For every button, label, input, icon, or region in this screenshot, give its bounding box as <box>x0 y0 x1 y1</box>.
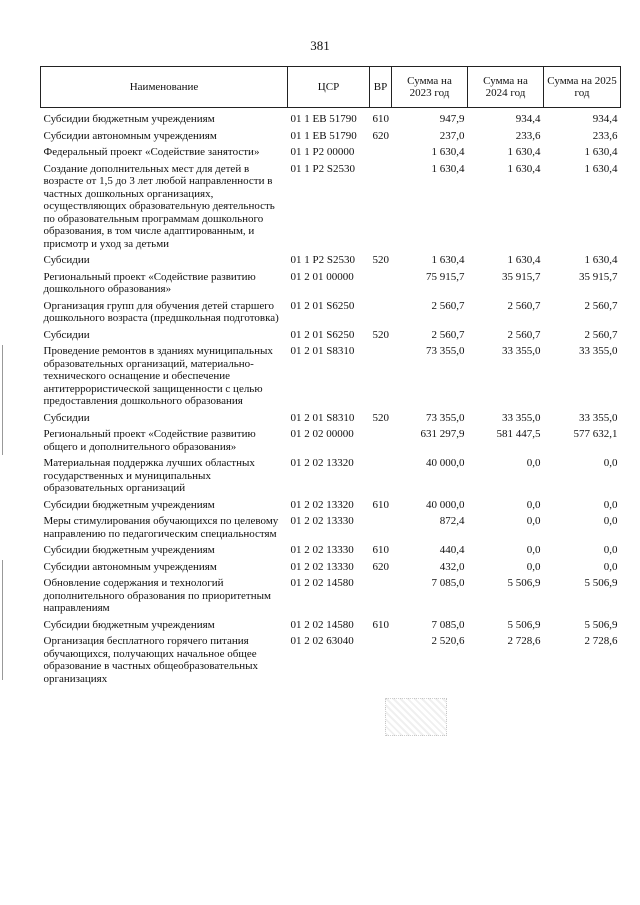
table-row <box>41 408 621 425</box>
row-amount-2023: 631 297,9 <box>420 428 465 440</box>
table-row <box>41 453 621 495</box>
row-amount-2025: 0,0 <box>603 560 618 573</box>
row-amount-2023: 7 085,0 <box>431 577 465 589</box>
table-row <box>41 325 621 342</box>
row-amount-2025: 2 560,7 <box>584 299 618 312</box>
row-csr-code: 01 2 02 00000 <box>290 428 354 440</box>
row-amount-2023: 432,0 <box>439 560 465 573</box>
page-number: 381 <box>310 38 330 53</box>
budget-table <box>40 66 621 685</box>
row-vr-code: 520 <box>372 254 389 266</box>
row-vr-code <box>370 296 392 325</box>
row-csr-code: 01 2 01 S8310 <box>290 411 355 424</box>
row-csr-code: 01 1 P2 S2530 <box>290 254 355 266</box>
row-csr-code: 01 2 01 S8310 <box>290 345 355 357</box>
row-vr-code: 610 <box>372 544 389 556</box>
row-name: Проведение ремонтов в зданиях муниципальных образовательных организаций, материально-технического оснащение и обеспечение антитеррористической защищенности с целью предоставления дошкольного образования <box>43 345 273 407</box>
row-vr-code: 610 <box>372 498 389 511</box>
row-amount-2025: 35 915,7 <box>579 270 618 283</box>
row-name: Создание дополнительных мест для детей в возрасте от 1,5 до 3 лет любой направленности в частных дошкольных организациях, осуществляющих образовательную деятельность по образовательным программам дошкольного образования, в том числе адаптированным, и присмотр и уход за детьми <box>43 162 275 250</box>
row-csr-code: 01 2 01 S6250 <box>290 299 355 312</box>
row-amount-2025: 0,0 <box>603 498 618 511</box>
row-amount-2024: 1 630,4 <box>507 146 541 158</box>
row-name: Региональный проект «Содействие развитию общего и дополнительного образования» <box>43 428 256 453</box>
row-csr-code: 01 2 02 13330 <box>290 544 354 556</box>
row-csr-code: 01 1 EB 51790 <box>290 129 357 142</box>
row-amount-2023: 73 355,0 <box>426 411 465 424</box>
table-row <box>41 615 621 632</box>
row-name: Региональный проект «Содействие развитию дошкольного образования» <box>43 270 256 295</box>
row-csr-code: 01 2 02 14580 <box>290 577 354 589</box>
table-row <box>41 631 621 685</box>
row-amount-2023: 40 000,0 <box>426 498 465 511</box>
row-amount-2024: 0,0 <box>526 560 541 573</box>
table-row <box>41 511 621 540</box>
table-row <box>41 424 621 453</box>
table-body <box>41 108 621 686</box>
margin-scan-mark <box>2 560 3 680</box>
row-amount-2023: 2 560,7 <box>431 299 465 312</box>
margin-scan-mark <box>2 345 3 455</box>
row-amount-2023: 1 630,4 <box>431 162 465 175</box>
row-name: Субсидии <box>43 328 90 341</box>
table-row <box>41 341 621 408</box>
row-vr-code <box>370 573 392 615</box>
row-csr-code: 01 2 02 63040 <box>290 635 354 647</box>
row-vr-code <box>370 159 392 251</box>
row-amount-2024: 934,4 <box>515 113 541 125</box>
row-amount-2024: 0,0 <box>526 498 541 511</box>
row-name: Субсидии автономным учреждениям <box>43 560 217 573</box>
row-amount-2023: 75 915,7 <box>426 270 465 283</box>
table-row <box>41 296 621 325</box>
row-amount-2025: 2 560,7 <box>584 328 618 341</box>
row-amount-2024: 2 560,7 <box>507 299 541 312</box>
row-amount-2023: 40 000,0 <box>426 457 465 469</box>
header-2024: Сумма на 2024 год <box>468 67 544 108</box>
row-vr-code: 610 <box>372 618 389 631</box>
row-amount-2023: 1 630,4 <box>431 146 465 158</box>
row-amount-2024: 581 447,5 <box>496 428 541 440</box>
row-name: Субсидии <box>43 254 90 266</box>
row-vr-code: 610 <box>372 113 389 125</box>
row-name: Организация групп для обучения детей старшего дошкольного возраста (предшкольная подготовка) <box>43 299 279 324</box>
table-row <box>41 159 621 251</box>
table-row <box>41 250 621 267</box>
row-vr-code <box>370 267 392 296</box>
table-row <box>41 540 621 557</box>
row-amount-2024: 0,0 <box>526 515 541 527</box>
row-name: Меры стимулирования обучающихся по целевому направлению по педагогическим специальностям <box>43 515 279 540</box>
row-csr-code: 01 1 P2 00000 <box>290 146 355 158</box>
row-vr-code: 620 <box>372 560 389 573</box>
row-amount-2025: 934,4 <box>592 113 618 125</box>
row-amount-2023: 440,4 <box>439 544 465 556</box>
row-name: Субсидии бюджетным учреждениям <box>43 618 215 631</box>
row-amount-2024: 5 506,9 <box>507 577 541 589</box>
table-row <box>41 126 621 143</box>
row-amount-2023: 872,4 <box>439 515 465 527</box>
row-csr-code: 01 1 P2 S2530 <box>290 162 355 175</box>
row-amount-2023: 73 355,0 <box>426 345 465 357</box>
row-amount-2023: 2 520,6 <box>431 635 465 647</box>
row-vr-code: 520 <box>372 411 389 424</box>
row-amount-2025: 1 630,4 <box>584 146 618 158</box>
row-name: Организация бесплатного горячего питания обучающихся, получающих начальное общее образование в частных общеобразовательных организациях <box>43 635 258 685</box>
row-vr-code: 620 <box>372 129 389 142</box>
row-csr-code: 01 2 02 13330 <box>290 515 354 527</box>
row-csr-code: 01 2 02 13320 <box>290 457 354 469</box>
row-amount-2025: 1 630,4 <box>584 254 618 266</box>
row-vr-code <box>370 424 392 453</box>
row-name: Субсидии автономным учреждениям <box>43 129 217 142</box>
row-amount-2025: 0,0 <box>603 544 618 556</box>
row-name: Субсидии бюджетным учреждениям <box>43 544 215 556</box>
row-amount-2025: 0,0 <box>603 515 618 527</box>
header-2025: Сумма на 2025 год <box>544 67 621 108</box>
row-amount-2025: 2 728,6 <box>584 635 618 647</box>
row-amount-2024: 35 915,7 <box>502 270 541 283</box>
row-csr-code: 01 2 02 14580 <box>290 618 354 631</box>
row-vr-code <box>370 341 392 408</box>
row-amount-2025: 1 630,4 <box>584 162 618 175</box>
row-name: Материальная поддержка лучших областных государственных и муниципальных образовательных организаций <box>43 457 255 494</box>
row-amount-2025: 5 506,9 <box>584 618 618 631</box>
row-amount-2024: 33 355,0 <box>502 411 541 424</box>
row-amount-2024: 5 506,9 <box>507 618 541 631</box>
row-name: Федеральный проект «Содействие занятости» <box>43 146 260 158</box>
row-amount-2023: 947,9 <box>439 113 465 125</box>
row-amount-2023: 7 085,0 <box>431 618 465 631</box>
row-vr-code <box>370 453 392 495</box>
row-amount-2024: 1 630,4 <box>507 162 541 175</box>
row-csr-code: 01 1 EB 51790 <box>290 113 357 125</box>
row-amount-2025: 33 355,0 <box>579 411 618 424</box>
faded-stamp-mark <box>385 698 447 736</box>
row-csr-code: 01 2 02 13330 <box>290 560 354 573</box>
row-amount-2024: 0,0 <box>526 457 541 469</box>
row-amount-2024: 1 630,4 <box>507 254 541 266</box>
row-amount-2025: 577 632,1 <box>573 428 618 440</box>
row-name: Субсидии бюджетным учреждениям <box>43 113 215 125</box>
row-name: Субсидии <box>43 411 90 424</box>
table-row <box>41 108 621 126</box>
row-amount-2024: 0,0 <box>526 544 541 556</box>
row-vr-code <box>370 631 392 685</box>
row-amount-2024: 233,6 <box>515 129 541 142</box>
row-vr-code <box>370 142 392 159</box>
header-2023: Сумма на 2023 год <box>392 67 468 108</box>
table-row <box>41 267 621 296</box>
row-amount-2025: 233,6 <box>592 129 618 142</box>
row-amount-2024: 2 728,6 <box>507 635 541 647</box>
row-amount-2023: 237,0 <box>439 129 465 142</box>
row-amount-2024: 33 355,0 <box>502 345 541 357</box>
row-amount-2023: 2 560,7 <box>431 328 465 341</box>
table-header-row <box>41 67 621 108</box>
row-csr-code: 01 2 01 00000 <box>290 270 354 283</box>
row-vr-code: 520 <box>372 328 389 341</box>
header-vr: ВР <box>370 67 392 108</box>
row-amount-2025: 33 355,0 <box>579 345 618 357</box>
row-amount-2025: 0,0 <box>603 457 618 469</box>
row-amount-2025: 5 506,9 <box>584 577 618 589</box>
row-csr-code: 01 2 01 S6250 <box>290 328 355 341</box>
table-row <box>41 495 621 512</box>
row-vr-code <box>370 511 392 540</box>
header-name: Наименование <box>41 67 288 108</box>
row-amount-2023: 1 630,4 <box>431 254 465 266</box>
row-amount-2024: 2 560,7 <box>507 328 541 341</box>
row-name: Субсидии бюджетным учреждениям <box>43 498 215 511</box>
table-row <box>41 557 621 574</box>
table-row <box>41 573 621 615</box>
table-row <box>41 142 621 159</box>
row-name: Обновление содержания и технологий дополнительного образования по приоритетным направлениям <box>43 577 271 614</box>
header-csr: ЦСР <box>288 67 370 108</box>
row-csr-code: 01 2 02 13320 <box>290 498 354 511</box>
